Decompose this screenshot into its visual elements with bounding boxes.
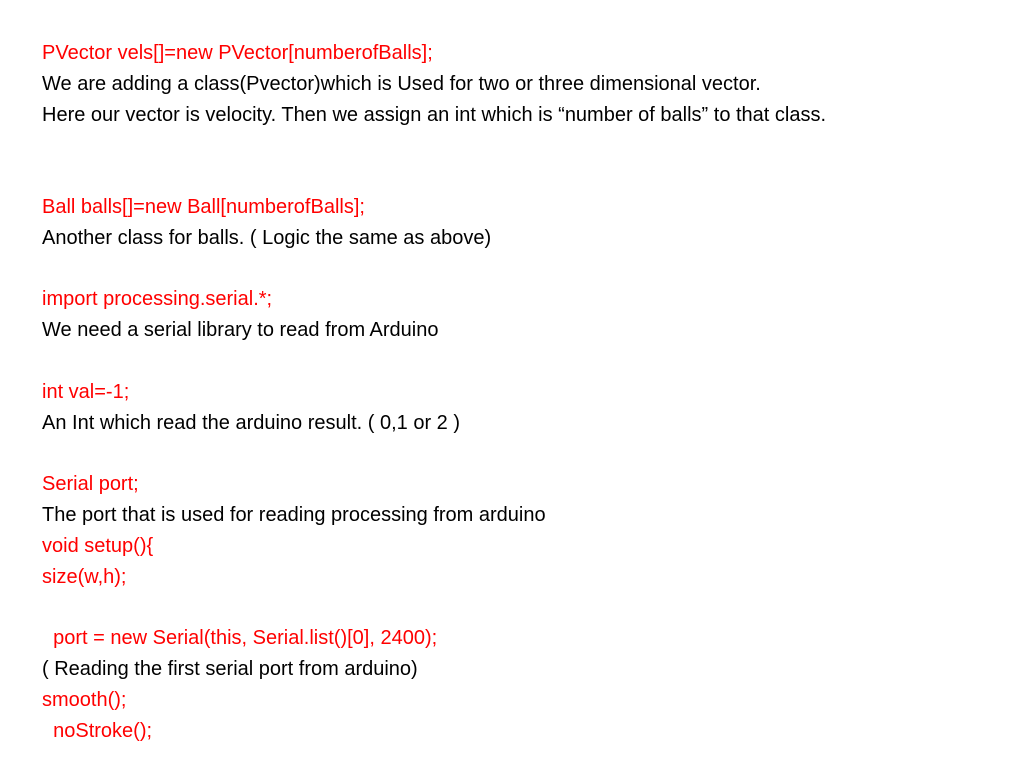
blank-line [42,592,1012,623]
blank-line [42,254,1012,285]
explanation-line: ( Reading the first serial port from arduino) [42,657,418,680]
explanation-line: Another class for balls. ( Logic the same as above) [42,226,492,249]
code-line: port = new Serial(this, Serial.list()[0], 2400); [42,627,438,650]
code-line: Serial port; [42,473,139,496]
explanation-line: An Int which read the arduino result. ( 0,1 or 2 ) [42,411,460,434]
explanation-line: Here our vector is velocity. Then we assign an int which is “number of balls” to that class. [42,103,827,126]
slide-body [42,38,1012,746]
code-line: int val=-1; [42,380,130,403]
code-line: size(w,h); [42,565,127,588]
blank-line [42,438,1012,469]
blank-line [42,130,1012,161]
code-line: noStroke(); [42,719,153,742]
code-line: smooth(); [42,688,127,711]
code-line: PVector vels[]=new PVector[numberofBalls]; [42,42,433,64]
code-line: import processing.serial.*; [42,288,273,311]
code-line: Ball balls[]=new Ball[numberofBalls]; [42,195,365,218]
blank-line [42,161,1012,192]
explanation-line: We are adding a class(Pvector)which is Used for two or three dimensional vector. [42,72,761,95]
blank-line [42,346,1012,377]
explanation-line: We need a serial library to read from Arduino [42,319,439,342]
code-line: void setup(){ [42,534,154,557]
explanation-line: The port that is used for reading processing from arduino [42,503,546,526]
